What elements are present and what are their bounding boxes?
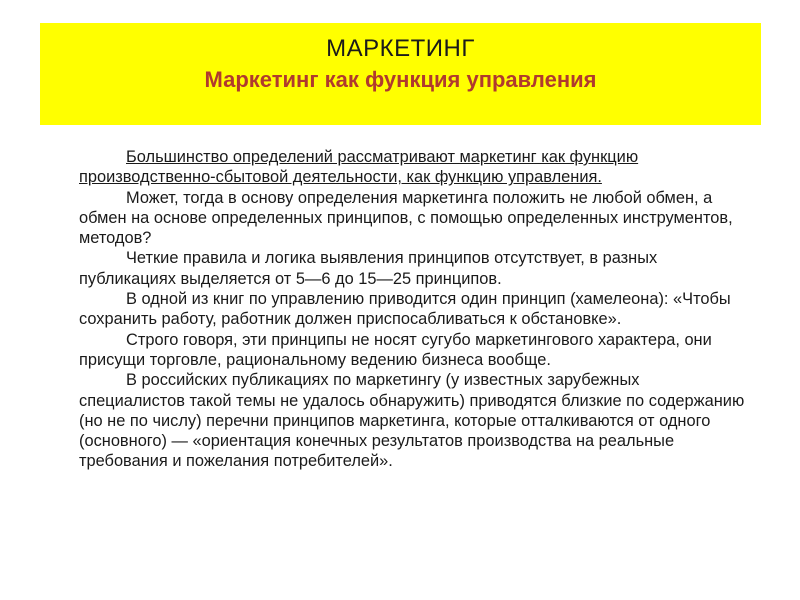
paragraph-rules-logic: Четкие правила и логика выявления принципов отсутствует, в разных публикациях выделяется от 5—6 до 15—25 принципов. — [79, 249, 658, 288]
paragraph-chameleon-principle: В одной из книг по управлению приводится один принцип (хамелеона): «Чтобы сохранить работу, работник должен приспосабливаться к обстановке». — [79, 290, 731, 329]
body-text — [79, 147, 749, 472]
paragraph-exchange-principles: Может, тогда в основу определения маркетинга положить не любой обмен, а обмен на основе определенных принципов, с помощью определенных инструментов, методов? — [79, 188, 733, 248]
slide-title: МАРКЕТИНГ — [326, 35, 475, 62]
slide-subtitle: Маркетинг как функция управления — [204, 67, 597, 92]
title-banner — [40, 23, 761, 125]
paragraph-russian-publications: В российских публикациях по маркетингу (у известных зарубежных специалистов такой темы не удалось обнаружить) приводятся близкие по содержанию (но не по числу) перечни принципов маркетинга, которые отталкиваются от одного (основного) — «ориентация конечных результатов производства на реальные требования и пожелания потребителей». — [79, 371, 745, 471]
paragraph-definitions: Большинство определений рассматривают маркетинг как функцию производственно-сбытовой деятельности, как функцию управления. — [79, 148, 639, 187]
paragraph-strictly-speaking: Строго говоря, эти принципы не носят сугубо маркетингового характера, они присущи торговле, рациональному ведению бизнеса вообще. — [79, 330, 712, 369]
